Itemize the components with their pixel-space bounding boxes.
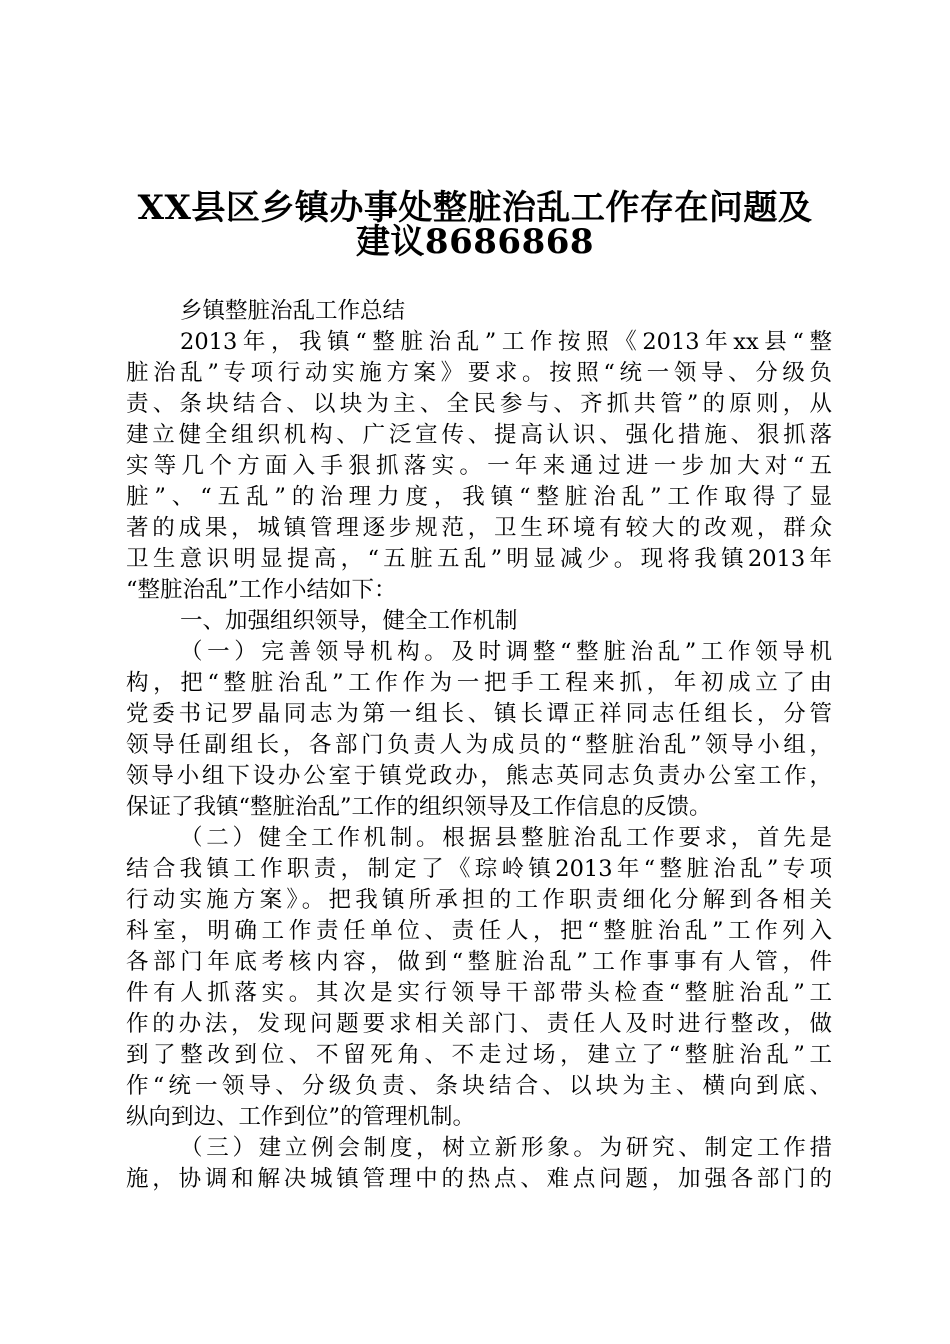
document-title-line-2: 建议8686868 bbox=[355, 222, 595, 262]
body-text-line: 实等几个方面入手狠抓落实。一年来通过进一步加大对“五 bbox=[126, 453, 832, 479]
body-text-line: 结合我镇工作职责，制定了《琮岭镇2013年“整脏治乱”专项 bbox=[126, 856, 832, 882]
body-text-line: 各部门年底考核内容，做到“整脏治乱”工作事事有人管，件 bbox=[126, 949, 832, 975]
body-text-line: 卫生意识明显提高，“五脏五乱”明显减少。现将我镇2013年 bbox=[126, 546, 832, 572]
body-text-line: （二）健全工作机制。根据县整脏治乱工作要求，首先是 bbox=[180, 825, 832, 851]
body-text-line: （三）建立例会制度，树立新形象。为研究、制定工作措 bbox=[180, 1135, 832, 1161]
document-title-line-1: XX县区乡镇办事处整脏治乱工作存在问题及 bbox=[137, 188, 813, 228]
body-text-line: 责、条块结合、以块为主、全民参与、齐抓共管”的原则，从 bbox=[126, 391, 832, 417]
body-text-line: 领导任副组长，各部门负责人为成员的“整脏治乱”领导小组， bbox=[126, 732, 832, 758]
body-text-line: 脏”、“五乱”的治理力度，我镇“整脏治乱”工作取得了显 bbox=[126, 484, 832, 510]
body-text-line: 保证了我镇“整脏治乱”工作的组织领导及工作信息的反馈。 bbox=[126, 794, 712, 820]
body-text-line: 施，协调和解决城镇管理中的热点、难点问题，加强各部门的 bbox=[126, 1166, 832, 1192]
body-text-line: 2013年，我镇“整脏治乱”工作按照《2013年xx县“整 bbox=[180, 329, 832, 355]
body-text-line: 到了整改到位、不留死角、不走过场，建立了“整脏治乱”工 bbox=[126, 1042, 832, 1068]
body-text-line: 一、加强组织领导，健全工作机制 bbox=[180, 608, 518, 634]
body-text-line: 作“统一领导、分级负责、条块结合、以块为主、横向到底、 bbox=[126, 1073, 832, 1099]
body-text-line: 脏治乱”专项行动实施方案》要求。按照“统一领导、分级负 bbox=[126, 360, 832, 386]
document-body bbox=[126, 296, 832, 1195]
body-text-line: 乡镇整脏治乱工作总结 bbox=[180, 298, 406, 324]
body-text-line: 科室，明确工作责任单位、责任人，把“整脏治乱”工作列入 bbox=[126, 918, 832, 944]
body-text-line: 党委书记罗晶同志为第一组长、镇长谭正祥同志任组长，分管 bbox=[126, 701, 832, 727]
body-text-line: 纵向到边、工作到位”的管理机制。 bbox=[126, 1104, 476, 1130]
body-text-line: 建立健全组织机构、广泛宣传、提高认识、强化措施、狠抓落 bbox=[126, 422, 832, 448]
body-text-line: 作的办法，发现问题要求相关部门、责任人及时进行整改，做 bbox=[126, 1011, 832, 1037]
body-text-line: 行动实施方案》。把我镇所承担的工作职责细化分解到各相关 bbox=[126, 887, 832, 913]
body-text-line: 构，把“整脏治乱”工作作为一把手工程来抓，年初成立了由 bbox=[126, 670, 832, 696]
body-text-line: （一）完善领导机构。及时调整“整脏治乱”工作领导机 bbox=[180, 639, 832, 665]
body-text-line: “整脏治乱”工作小结如下： bbox=[126, 577, 397, 603]
body-text-line: 领导小组下设办公室于镇党政办，熊志英同志负责办公室工作， bbox=[126, 763, 832, 789]
body-text-line: 件有人抓落实。其次是实行领导干部带头检查“整脏治乱”工 bbox=[126, 980, 832, 1006]
body-text-line: 著的成果，城镇管理逐步规范，卫生环境有较大的改观，群众 bbox=[126, 515, 832, 541]
